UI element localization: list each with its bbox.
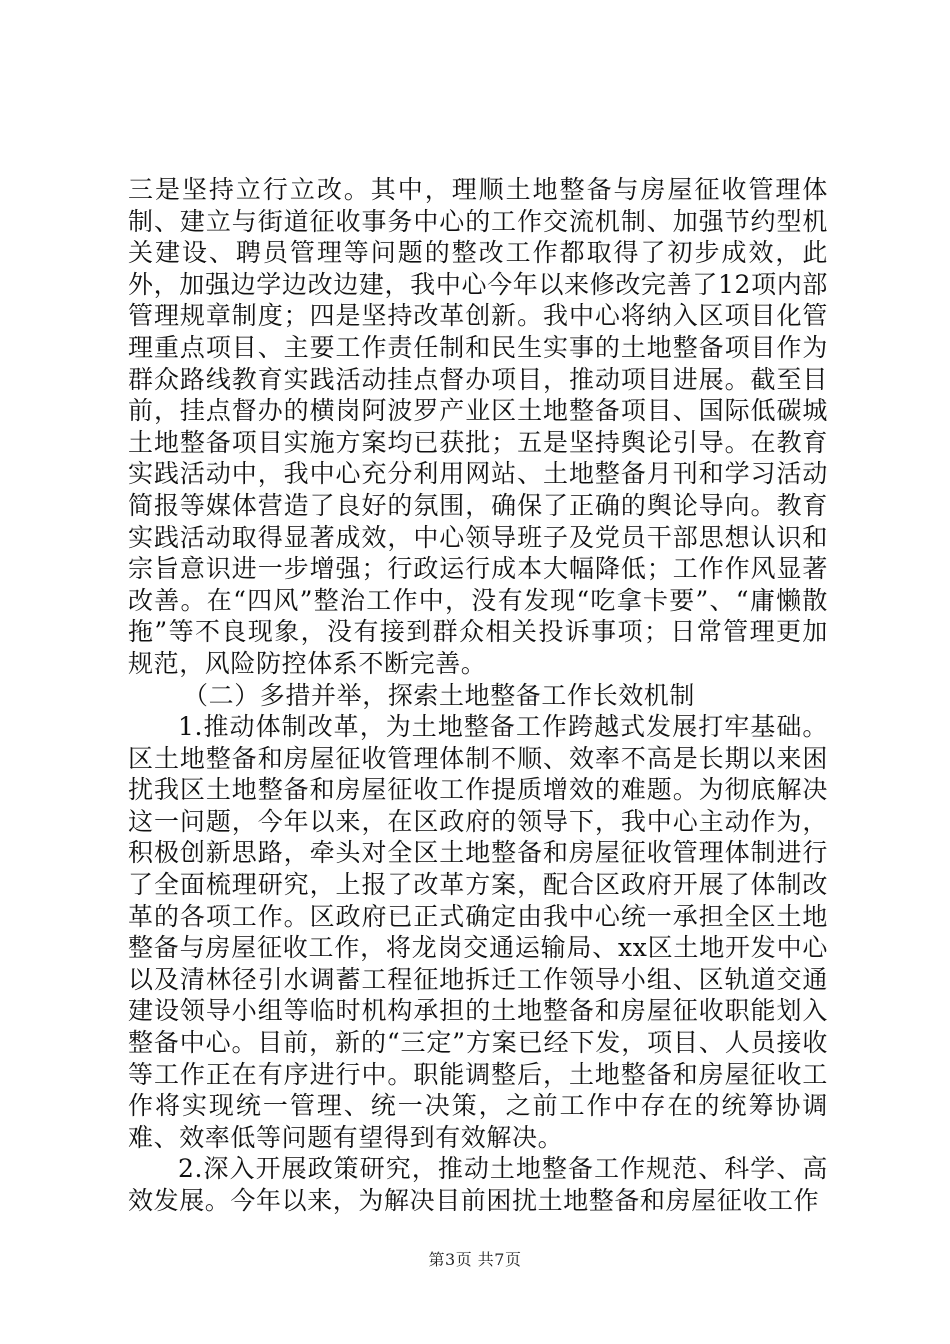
- paragraph-item-1: 1.推动体制改革，为土地整备工作跨越式发展打牢基础。区土地整备和房屋征收管理体制不顺、效率不高是长期以来困扰我区土地整备和房屋征收工作提质增效的难题。为彻底解决这一问题，今年以来，在区政府的领导下，我中心主动作为，积极创新思路，牵头对全区土地整备和房屋征收管理体制进行了全面梳理研究，上报了改革方案，配合区政府开展了体制改革的各项工作。区政府已正式确定由我中心统一承担全区土地整备与房屋征收工作，将龙岗交通运输局、xx区土地开发中心以及清林径引水调蓄工程征地拆迁工作领导小组、区轨道交通建设领导小组等临时机构承担的土地整备和房屋征收职能划入整备中心。目前，新的“三定”方案已经下发，项目、人员接收等工作正在有序进行中。职能调整后，土地整备和房屋征收工作将实现统一管理、统一决策，之前工作中存在的统筹协调难、效率低等问题有望得到有效解决。: [128, 712, 828, 1152]
- paragraph-continued: 三是坚持立行立改。其中，理顺土地整备与房屋征收管理体制、建立与街道征收事务中心的工作交流机制、加强节约型机关建设、聘员管理等问题的整改工作都取得了初步成效，此外，加强边学边改边建，我中心今年以来修改完善了12项内部管理规章制度；四是坚持改革创新。我中心将纳入区项目化管理重点项目、主要工作责任制和民生实事的土地整备项目作为群众路线教育实践活动挂点督办项目，推动项目进展。截至目前，挂点督办的横岗阿波罗产业区土地整备项目、国际低碳城土地整备项目实施方案均已获批；五是坚持舆论引导。在教育实践活动中，我中心充分利用网站、土地整备月刊和学习活动简报等媒体营造了良好的氛围，确保了正确的舆论导向。教育实践活动取得显著成效，中心领导班子及党员干部思想认识和宗旨意识进一步增强；行政运行成本大幅降低；工作作风显著改善。在“四风”整治工作中，没有发现“吃拿卡要”、“庸懒散拖”等不良现象，没有接到群众相关投诉事项；日常管理更加规范，风险防控体系不断完善。: [128, 175, 828, 678]
- document-body: [128, 174, 828, 1217]
- page-footer: 第3页 共7页: [428, 1250, 522, 1269]
- paragraph-item-2: 2.深入开展政策研究，推动土地整备工作规范、科学、高效发展。今年以来，为解决目前困扰土地整备和房屋征收工作: [128, 1154, 828, 1215]
- section-heading: （二）多措并举，探索土地整备工作长效机制: [183, 680, 696, 710]
